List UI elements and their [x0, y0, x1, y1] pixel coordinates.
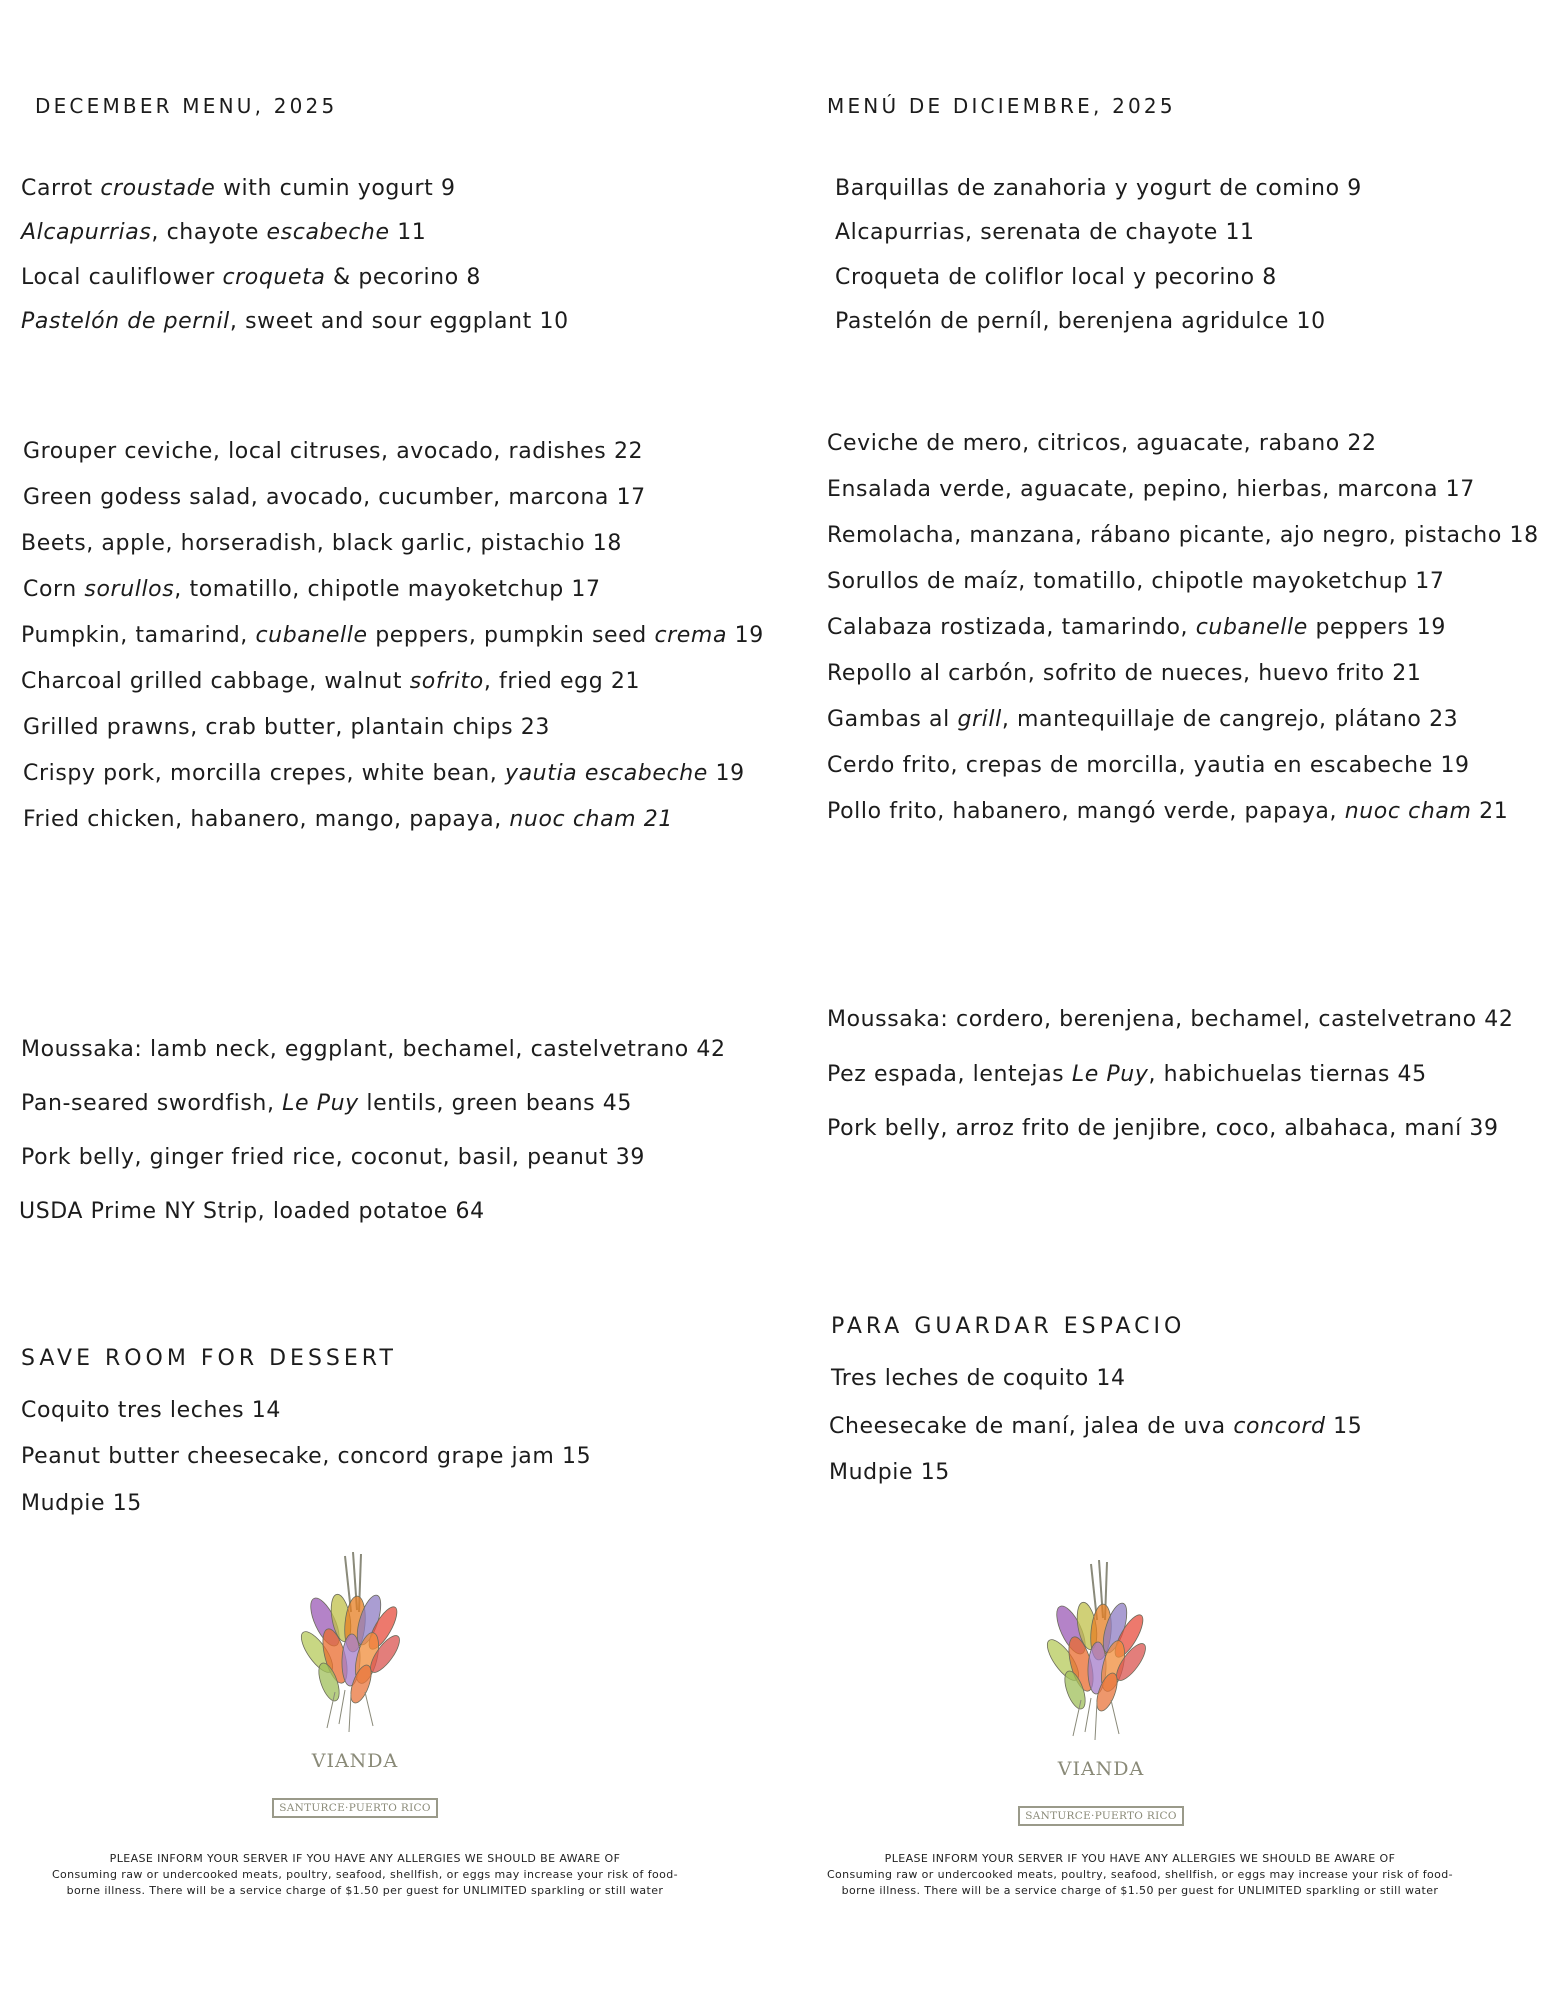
- dessert-item: Cheesecake de maní, jalea de uva concord 15: [829, 1414, 1363, 1439]
- main-item: USDA Prime NY Strip, loaded potatoe 64: [19, 1199, 485, 1224]
- plate-item: Pollo frito, habanero, mangó verde, papaya, nuoc cham 21: [827, 799, 1509, 824]
- starter-item: Pastelón de perníl, berenjena agridulce 10: [835, 309, 1326, 334]
- dessert-item: Tres leches de coquito 14: [831, 1366, 1126, 1391]
- starter-item: Carrot croustade with cumin yogurt 9: [21, 176, 456, 201]
- starter-item: Barquillas de zanahoria y yogurt de comino 9: [835, 176, 1362, 201]
- main-item: Pan-seared swordfish, Le Puy lentils, green beans 45: [21, 1091, 632, 1116]
- brand-name: VIANDA: [1057, 1758, 1145, 1780]
- main-item: Pez espada, lentejas Le Puy, habichuelas tiernas 45: [827, 1062, 1427, 1087]
- plate-item: Cerdo frito, crepas de morcilla, yautia en escabeche 19: [827, 753, 1470, 778]
- main-item: Pork belly, arroz frito de jenjibre, coco, albahaca, maní 39: [827, 1116, 1499, 1141]
- plate-item: Crispy pork, morcilla crepes, white bean, yautia escabeche 19: [23, 761, 745, 786]
- dessert-title: PARA GUARDAR ESPACIO: [831, 1314, 1186, 1339]
- brand-logo: [255, 1552, 455, 1818]
- starter-item: Alcapurrias, serenata de chayote 11: [835, 220, 1255, 245]
- brand-logo: [1001, 1560, 1201, 1826]
- notice-line-3: borne illness. There will be a service charge of $1.50 per guest for UNLIMITED sparkling or still water: [66, 1884, 664, 1897]
- english-menu-column: [0, 0, 770, 2000]
- plate-item: Green godess salad, avocado, cucumber, marcona 17: [23, 485, 646, 510]
- plate-item: Grouper ceviche, local citruses, avocado, radishes 22: [23, 439, 644, 464]
- starter-item: Croqueta de coliflor local y pecorino 8: [835, 265, 1277, 290]
- main-item: Moussaka: lamb neck, eggplant, bechamel, castelvetrano 42: [21, 1037, 726, 1062]
- dessert-item: Peanut butter cheesecake, concord grape jam 15: [21, 1444, 592, 1469]
- starter-item: Alcapurrias, chayote escabeche 11: [21, 220, 427, 245]
- plate-item: Gambas al grill, mantequillaje de cangrejo, plátano 23: [827, 707, 1459, 732]
- plate-item: Ensalada verde, aguacate, pepino, hierbas, marcona 17: [827, 477, 1475, 502]
- plate-item: Fried chicken, habanero, mango, papaya, nuoc cham 21: [23, 807, 673, 832]
- menu-title: MENÚ DE DICIEMBRE, 2025: [827, 94, 1176, 118]
- notice-line-1: PLEASE INFORM YOUR SERVER IF YOU HAVE ANY ALLERGIES WE SHOULD BE AWARE OF: [109, 1852, 621, 1865]
- allergy-notice: [795, 1851, 1485, 1899]
- plate-item: Sorullos de maíz, tomatillo, chipotle mayoketchup 17: [827, 569, 1445, 594]
- plate-item: Calabaza rostizada, tamarindo, cubanelle peppers 19: [827, 615, 1446, 640]
- spanish-menu-column: [800, 0, 1546, 2000]
- plate-item: Corn sorullos, tomatillo, chipotle mayoketchup 17: [23, 577, 601, 602]
- plate-item: Repollo al carbón, sofrito de nueces, huevo frito 21: [827, 661, 1422, 686]
- notice-line-1: PLEASE INFORM YOUR SERVER IF YOU HAVE ANY ALLERGIES WE SHOULD BE AWARE OF: [884, 1852, 1396, 1865]
- notice-line-3: borne illness. There will be a service charge of $1.50 per guest for UNLIMITED sparkling or still water: [841, 1884, 1439, 1897]
- menu-title: DECEMBER MENU, 2025: [35, 94, 338, 118]
- main-item: Pork belly, ginger fried rice, coconut, basil, peanut 39: [21, 1145, 645, 1170]
- plate-item: Beets, apple, horseradish, black garlic, pistachio 18: [21, 531, 622, 556]
- brand-name: VIANDA: [311, 1750, 399, 1772]
- dessert-title: SAVE ROOM FOR DESSERT: [21, 1346, 397, 1371]
- starter-item: Pastelón de pernil, sweet and sour eggplant 10: [21, 309, 569, 334]
- allergy-notice: [20, 1851, 710, 1899]
- plate-item: Ceviche de mero, citricos, aguacate, rabano 22: [827, 431, 1377, 456]
- dessert-item: Coquito tres leches 14: [21, 1398, 281, 1423]
- plate-item: Remolacha, manzana, rábano picante, ajo negro, pistacho 18: [827, 523, 1539, 548]
- starter-item: Local cauliflower croqueta & pecorino 8: [21, 265, 481, 290]
- notice-line-2: Consuming raw or undercooked meats, poultry, seafood, shellfish, or eggs may increase your risk of food-: [826, 1868, 1454, 1881]
- plate-item: Charcoal grilled cabbage, walnut sofrito, fried egg 21: [21, 669, 641, 694]
- plate-item: Grilled prawns, crab butter, plantain chips 23: [23, 715, 550, 740]
- brand-location: SANTURCE·PUERTO RICO: [1018, 1806, 1184, 1826]
- dessert-item: Mudpie 15: [21, 1491, 142, 1516]
- brand-location: SANTURCE·PUERTO RICO: [272, 1798, 438, 1818]
- dessert-item: Mudpie 15: [829, 1460, 950, 1485]
- notice-line-2: Consuming raw or undercooked meats, poultry, seafood, shellfish, or eggs may increase your risk of food-: [51, 1868, 679, 1881]
- plate-item: Pumpkin, tamarind, cubanelle peppers, pumpkin seed crema 19: [21, 623, 764, 648]
- vegetable-bouquet-icon: [295, 1552, 415, 1736]
- main-item: Moussaka: cordero, berenjena, bechamel, castelvetrano 42: [827, 1007, 1514, 1032]
- vegetable-bouquet-icon: [1041, 1560, 1161, 1744]
